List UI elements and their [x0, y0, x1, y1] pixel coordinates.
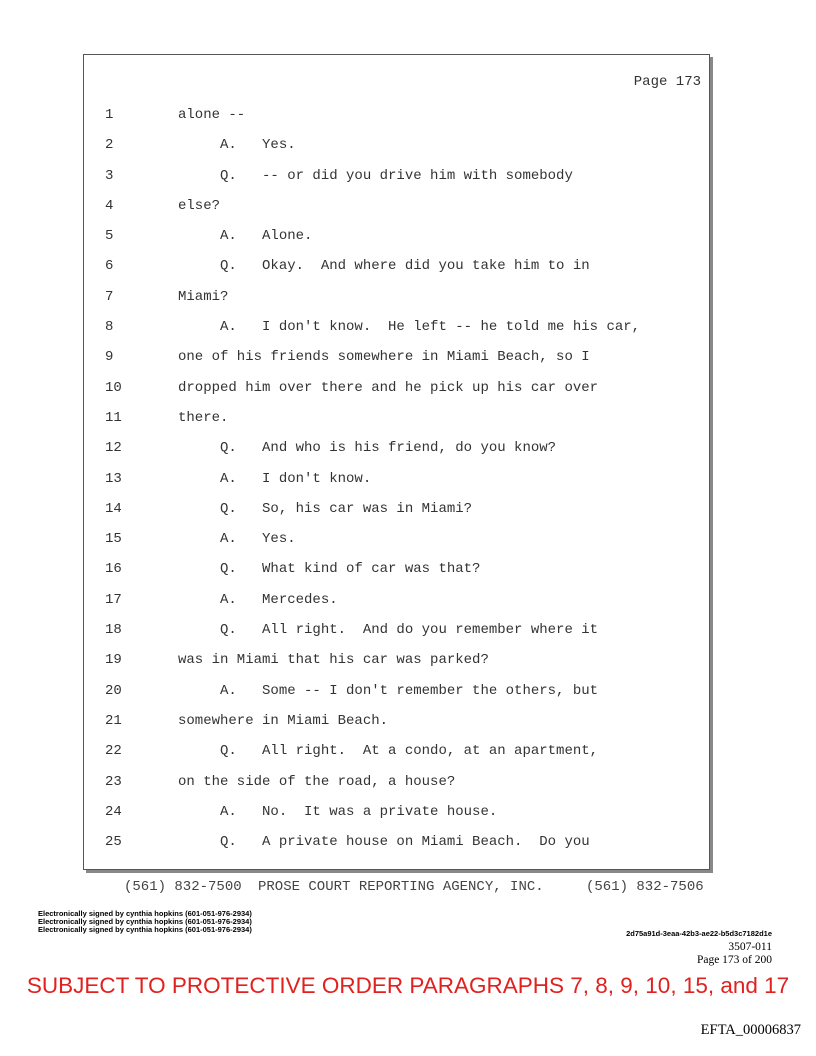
line-text: A. Yes. [178, 531, 296, 548]
transcript-lines [84, 105, 709, 862]
phone-right: (561) 832-7506 [586, 879, 704, 895]
page-count: Page 173 of 200 [696, 954, 772, 966]
protective-order-notice: SUBJECT TO PROTECTIVE ORDER PARAGRAPHS 7, 8, 9, 10, 15, and 17 [26, 973, 790, 998]
transcript-line [84, 832, 709, 862]
transcript-line [84, 590, 709, 620]
line-text: Q. What kind of car was that? [178, 561, 481, 578]
line-number: 24 [105, 803, 122, 820]
transcript-line [84, 529, 709, 559]
line-text: A. Alone. [178, 228, 313, 245]
line-number: 19 [105, 652, 122, 669]
line-text: else? [178, 197, 221, 214]
line-number: 6 [105, 258, 114, 275]
transcript-line [84, 105, 709, 135]
line-number: 8 [105, 319, 114, 336]
transcript-line [84, 559, 709, 589]
bates-number: EFTA_00006837 [700, 1022, 801, 1038]
signature-line: Electronically signed by cynthia hopkins (601-051-976-2934) [38, 917, 252, 926]
signature-line: Electronically signed by cynthia hopkins (601-051-976-2934) [38, 925, 252, 934]
electronic-signatures [38, 910, 252, 934]
transcript-line [84, 711, 709, 741]
document-hash: 2d75a91d-3eaa-42b3-ae22-b5d3c7182d1e [626, 929, 772, 938]
line-number: 9 [105, 349, 114, 366]
transcript-line [84, 256, 709, 286]
page-label: Page 173 [633, 74, 701, 90]
line-text: one of his friends somewhere in Miami Beach, so I [178, 349, 590, 366]
transcript-line [84, 378, 709, 408]
line-text: Q. Okay. And where did you take him to in [178, 258, 590, 275]
line-text: was in Miami that his car was parked? [178, 652, 489, 669]
line-number: 21 [105, 712, 122, 729]
transcript-line [84, 681, 709, 711]
line-text: dropped him over there and he pick up his car over [178, 379, 599, 396]
agency-name: PROSE COURT REPORTING AGENCY, INC. [258, 879, 544, 895]
line-text: A. Mercedes. [178, 591, 338, 608]
line-number: 23 [105, 773, 122, 790]
transcript-line [84, 196, 709, 226]
transcript-line [84, 650, 709, 680]
transcript-line [84, 317, 709, 347]
line-number: 20 [105, 682, 122, 699]
line-text: A. Some -- I don't remember the others, but [178, 682, 599, 699]
line-text: Q. -- or did you drive him with somebody [178, 167, 573, 184]
line-number: 10 [105, 379, 122, 396]
line-number: 11 [105, 409, 122, 426]
transcript-line [84, 226, 709, 256]
line-number: 3 [105, 167, 114, 184]
line-text: Q. A private house on Miami Beach. Do you [178, 834, 590, 851]
transcript-line [84, 802, 709, 832]
line-text: A. No. It was a private house. [178, 803, 498, 820]
line-number: 18 [105, 622, 122, 639]
transcript-line [84, 438, 709, 468]
transcript-line [84, 469, 709, 499]
line-number: 22 [105, 743, 122, 760]
line-number: 12 [105, 440, 122, 457]
transcript-line [84, 408, 709, 438]
line-number: 15 [105, 531, 122, 548]
transcript-line [84, 772, 709, 802]
signature-line: Electronically signed by cynthia hopkins (601-051-976-2934) [38, 909, 252, 918]
line-number: 1 [105, 107, 114, 123]
transcript-line [84, 499, 709, 529]
transcript-line [84, 135, 709, 165]
document-number-block [697, 941, 772, 967]
line-number: 16 [105, 561, 122, 578]
document-number: 3507-011 [728, 941, 772, 953]
line-number: 17 [105, 591, 122, 608]
transcript-page [83, 54, 710, 870]
line-text: Q. All right. At a condo, at an apartment, [178, 743, 599, 760]
transcript-line [84, 166, 709, 196]
line-text: alone -- [178, 107, 246, 123]
line-text: A. Yes. [178, 137, 296, 154]
line-text: somewhere in Miami Beach. [178, 712, 389, 729]
line-number: 4 [105, 197, 114, 214]
phone-left: (561) 832-7500 [124, 879, 242, 895]
line-text: Q. All right. And do you remember where it [178, 622, 599, 639]
transcript-line [84, 347, 709, 377]
line-number: 2 [105, 137, 114, 154]
line-text: Miami? [178, 288, 229, 305]
transcript-line [84, 741, 709, 771]
line-number: 7 [105, 288, 114, 305]
line-text: there. [178, 409, 229, 426]
line-text: on the side of the road, a house? [178, 773, 456, 790]
line-text: A. I don't know. He left -- he told me his car, [178, 319, 641, 336]
line-text: Q. So, his car was in Miami? [178, 500, 473, 517]
line-text: Q. And who is his friend, do you know? [178, 440, 557, 457]
line-number: 5 [105, 228, 114, 245]
transcript-line [84, 620, 709, 650]
line-text: A. I don't know. [178, 470, 372, 487]
line-number: 14 [105, 500, 122, 517]
line-number: 13 [105, 470, 122, 487]
line-number: 25 [105, 834, 122, 851]
transcript-line [84, 287, 709, 317]
